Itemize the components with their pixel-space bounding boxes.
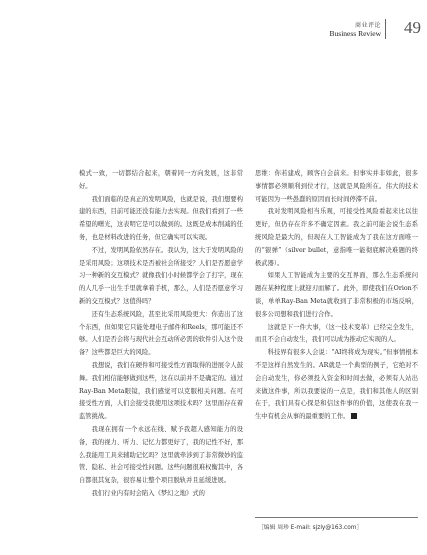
paragraph [79, 245, 243, 309]
paragraph-text: 我们行业内有时会陷入《梦幻之地》式的 [91, 489, 205, 497]
paragraph-text: 这就是下一件大事，（这一技术变革）已经完全发生，而且不会自动发生，我们可以成为推动它实现的人。 [255, 323, 418, 344]
paragraph-text: 还有生态系统风险，甚至比采用风险更大：你造出了这个东西，但如果它只能处理电子邮件和Reels，那可能还不够。人们是否会将与现代社会互动所必需的软件引入这个设备？这些都是巨大的风险。 [79, 310, 243, 357]
paragraph-text: 不过，发明风险依然存在。我认为，这大于发明风险的是采用风险；这项技术是否被社会所接受？人们是否愿意学习一种新的交互模式？就像我们小时候都学会了打字，现在的人几乎一出生手里就拿着手机，那么，人们是否愿意学习新的交互模式？这值得吗？ [79, 246, 243, 305]
editor-credit: ［编辑 周珍 E-mail: sjzly@163.com］ [258, 525, 363, 531]
paragraph [255, 347, 418, 424]
end-mark-icon [351, 413, 357, 419]
paragraph [255, 270, 418, 321]
paragraph [255, 322, 418, 348]
journal-title-cn: 商业评论 [354, 22, 381, 29]
editor-divider [255, 517, 418, 518]
page-number: 49 [404, 18, 421, 37]
paragraph-text: 模式一致，一切都结合起来，朝着同一方向发展，这非常好。 [79, 170, 243, 190]
paragraph [79, 424, 243, 488]
paragraph-text: 科技界有很多人会说：“AI终将成为现实。”但事情根本不是这样自然发生的。AR就是一个典型的例子，它绝对不会自动发生，你必须投入资金和时间去做，必须有人站出来做这件事，所以我要说的一点是，我们和其他人的区别在于，我们具有心探是和信这件事的价值，这使我在我一生中有机会从事的最重要的工作。 [255, 349, 418, 421]
paragraph-text: 我对发明风险相当乐观，可接受性风险看起来比以往更好，但仍存在许多不确定因素。我之前可能会说生态系统风险是最大的，但现在人工智能成为了我在这方面唯一的“银弹”（silver bullet，意指唯一能彻底解决难题的终极武器）。 [255, 208, 418, 267]
paragraph [79, 168, 243, 194]
paragraph [255, 206, 418, 270]
paragraph-text: 如果人工智能成为主要的交互界面，那么生态系统问题在某种程度上就迎刃而解了。此外，即使我们在Orion不谈，单单Ray-Ban Meta就收到了非常积极的市场反响，很多公司想和我们进行合作。 [255, 272, 418, 318]
paragraph-text: 我们面临的是真正的发明风险，也就是说，我们想要构建的东西，目前可能还没有能力去实现。但我们看到了一些希望的曙光，这表明它是可以做到的。这既是成本削减的任务，也是材料改进的任务，但它确实可以实现。 [79, 195, 243, 241]
paragraph-text: 我现在拥有一个永远在线、赋予我超人感知能力的设备，我的视力、听力、记忆力都更好了，我的记性不好，那么我能用工具来辅助记忆吗？这里就牵涉到了非常微妙的监管、隐私、社会可接受性问题。这些问题很难权衡其中，各自都很其复杂，很容易让整个项目脱轨并且延缓进展。 [79, 425, 243, 485]
journal-title-en: Business Review [329, 29, 381, 38]
paragraph [79, 309, 243, 360]
page-header [281, 18, 421, 46]
paragraph [255, 168, 418, 206]
paragraph [79, 194, 243, 245]
header-divider [385, 19, 386, 39]
paragraph [79, 360, 243, 424]
paragraph-text: 思维：你若建成，顾客自会前来。但事实并非如此，很多事情都必须顺利到位才行，这就是风险所在。伟大的技术可能因为一些愚蠢的原因而长时间停滞不前。 [255, 170, 418, 203]
paragraph-text: 我想说，我们在硬件和可接受性方面取得的进展令人鼓舞。我们相信能够做到这些，这在以前并不是确定的。通过Ray-Ban Meta眼镜，我们感觉可以克服相关问题。在可接受性方面，人们会接受我使用这项技术吗？这里面存在着监管挑战。 [79, 361, 243, 421]
left-column [79, 168, 243, 501]
right-column [255, 168, 418, 424]
paragraph [79, 488, 243, 501]
